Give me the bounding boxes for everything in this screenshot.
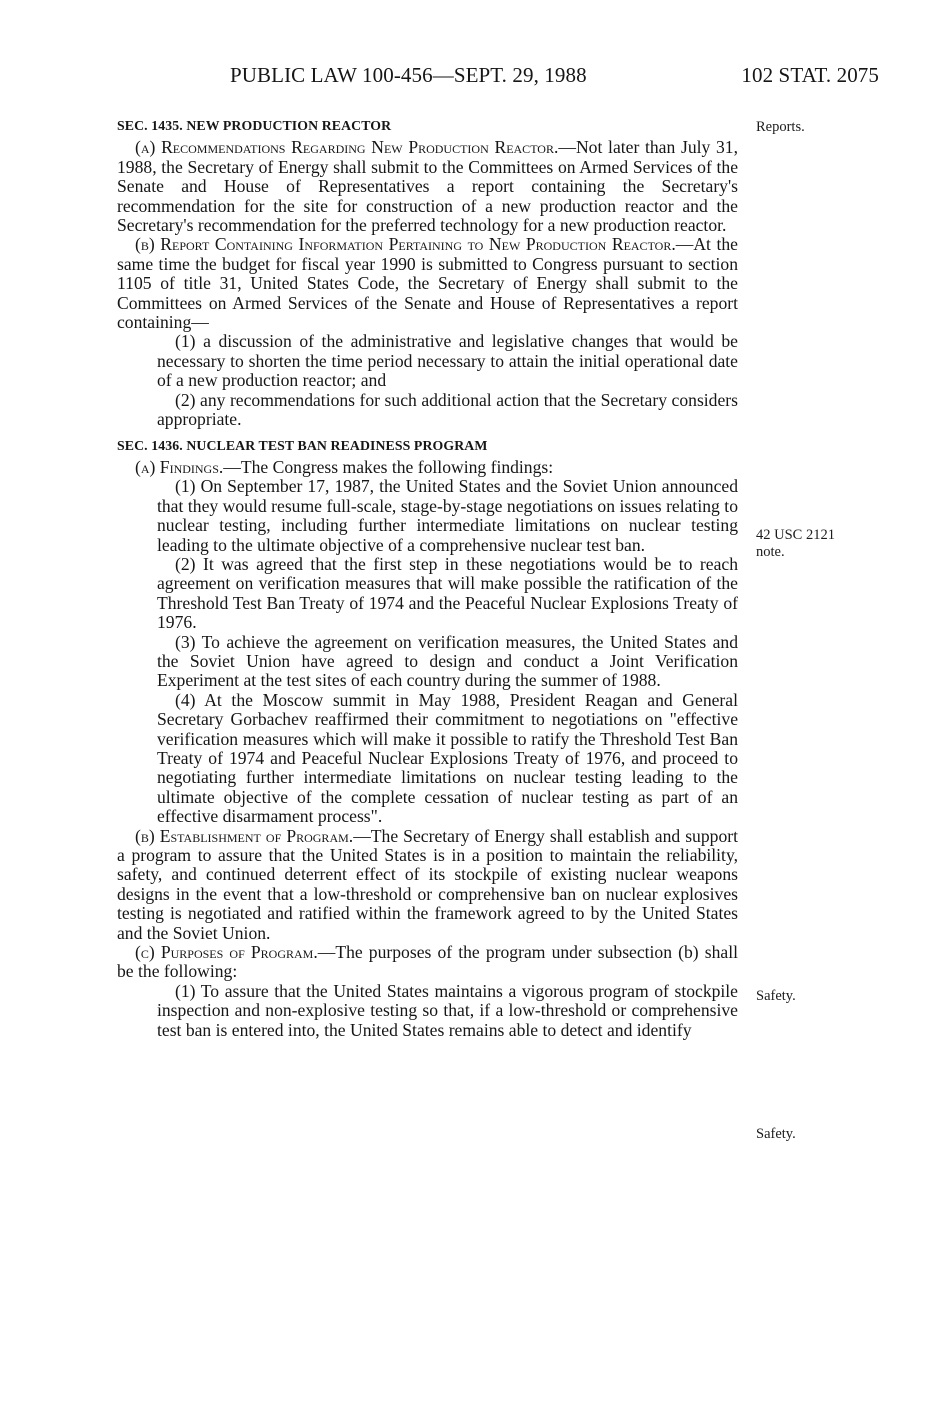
section-1436-heading: SEC. 1436. NUCLEAR TEST BAN READINESS PROGRAM	[117, 437, 488, 453]
section-1436-subsection-c	[117, 943, 738, 982]
margin-note-safety-b: Safety.	[756, 988, 796, 1004]
finding-1: (1) On September 17, 1987, the United States and the Soviet Union announced that they would resume full-scale, stage-by-stage negotiations on issues relating to nuclear testing, including further intermediate limitations on nuclear testing leading to the ultimate objective of a comprehensive nuclear test ban.	[157, 476, 738, 555]
finding-2: (2) It was agreed that the first step in these negotiations would be to reach agreement on verification measures that will make possible the ratification of the Threshold Test Ban Treaty of 1974 and the Peaceful Nuclear Explosions Treaty of 1976.	[157, 553, 738, 633]
section-1435-subsection-b	[117, 235, 738, 332]
section-1435-subsection-a	[117, 138, 738, 235]
finding-3: (3) To achieve the agreement on verification measures, the United States and the Soviet Union have agreed to design and conduct a Joint Verification Experiment at the test sites of each country during the summer of 1988.	[157, 631, 738, 691]
purposes-text: —The purposes of the program under subsection (b) shall be the following:	[117, 942, 739, 982]
statute-body	[117, 116, 738, 1040]
section-1435-heading: SEC. 1435. NEW PRODUCTION REACTOR	[117, 118, 392, 133]
finding-4: (4) At the Moscow summit in May 1988, President Reagan and General Secretary Gorbachev reaffirmed their commitment to negotiations on "effective verification measures which will make it possible to ratify the Threshold Test Ban Treaty of 1974 and Peaceful Nuclear Explosions Treaty of 1976, and proceed to negotiating further intermediate limitations on nuclear testing leading to the ultimate objective of the complete cessation of nuclear testing as part of an effective disarmament process".	[157, 689, 738, 827]
margin-note-usc-line1: 42 USC 2121	[756, 527, 835, 543]
findings-caption: (a) Findings.	[135, 456, 224, 477]
findings-text: —The Congress makes the following findings:	[223, 456, 554, 477]
subsection-b-caption: (b) Report Containing Information Pertaining to New Production Reactor.	[135, 234, 676, 255]
section-1436-subsection-b	[117, 827, 738, 943]
margin-note-usc	[756, 527, 835, 561]
establishment-text: —The Secretary of Energy shall establish and support a program to assure that the United States is in a position to maintain the reliability, safety, and continued deterrent effect of its stockpile of existing nuclear weapons designs in the event that a low-threshold or comprehensive ban on nuclear explosives testing is negotiated and ratified within the framework agreed to by the United States and the Soviet Union.	[117, 825, 738, 943]
section-1435-paragraph-2: (2) any recommendations for such additional action that the Secretary considers appropriate.	[157, 389, 738, 430]
purposes-caption: (c) Purposes of Program.	[135, 942, 318, 963]
subsection-b-text: —At the same time the budget for fiscal year 1990 is submitted to Congress pursuant to section 1105 of title 31, United States Code, the Secretary of Energy shall submit to the Committees on Armed Services of the Senate and House of Representatives a report containing—	[117, 234, 738, 333]
purpose-1: (1) To assure that the United States maintains a vigorous program of stockpile inspection and non-explosive testing so that, if a low-threshold or comprehensive test ban is entered into, the United States remains able to detect and identify	[157, 980, 738, 1040]
section-1435-paragraph-1: (1) a discussion of the administrative and legislative changes that would be necessary to shorten the time period necessary to attain the initial operational date of a new production reactor; and	[157, 331, 738, 391]
subsection-a-text: —Not later than July 31, 1988, the Secretary of Energy shall submit to the Committees on Armed Services of the Senate and House of Representatives a report containing the Secretary's recommendation for the site for construction of a new production reactor and the Secretary's recommendation for the preferred technology for a new production reactor.	[117, 137, 738, 236]
statute-page-number: 102 STAT. 2075	[741, 63, 879, 87]
running-head	[230, 63, 879, 93]
subsection-a-caption: (a) Recommendations Regarding New Production Reactor.	[135, 137, 559, 158]
margin-note-safety-c: Safety.	[756, 1126, 796, 1142]
section-1436-subsection-a	[117, 458, 738, 477]
margin-note-reports: Reports.	[756, 119, 805, 135]
public-law-citation: PUBLIC LAW 100-456—SEPT. 29, 1988	[230, 63, 587, 87]
establishment-caption: (b) Establishment of Program.	[135, 825, 354, 846]
margin-note-usc-line2: note.	[756, 544, 785, 560]
